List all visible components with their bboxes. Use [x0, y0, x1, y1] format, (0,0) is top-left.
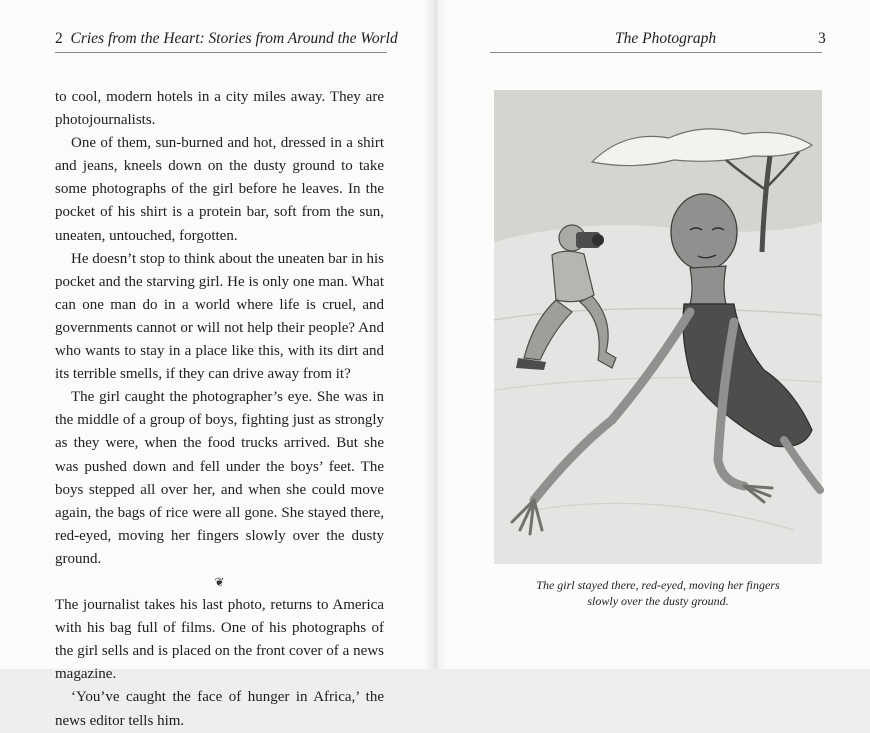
page-number-right: 3 — [818, 30, 826, 47]
illustration-drawing — [494, 90, 822, 564]
paragraph: ‘You’ve caught the face of hunger in Africa,’ the news editor tells him. — [55, 689, 384, 729]
book-gutter-shadow — [424, 0, 448, 669]
header-rule-left — [55, 52, 387, 53]
paragraph: to cool, modern hotels in a city miles away. They are photojournalists. — [55, 89, 384, 129]
body-text — [55, 86, 384, 733]
left-running-head — [55, 30, 398, 48]
book-title: Cries from the Heart: Stories from Around the World — [70, 30, 398, 47]
page-number-left: 2 — [55, 30, 63, 47]
paragraph: He doesn’t stop to think about the uneaten bar in his pocket and the starving girl. He is only one man. What can one man do in a world where life is cruel, and governments cannot or will not help their people? And who wants to stay in a place like this, with its dirt and its terrible smells, if they can drive away from it? — [55, 250, 385, 383]
left-page — [0, 0, 436, 729]
caption-line: slowly over the dusty ground. — [587, 594, 729, 608]
paragraph: One of them, sun-burned and hot, dressed in a shirt and jeans, kneels down on the dusty ground to take some photographs of the girl before he leaves. In the pocket of his shirt is a protein bar, soft from the sun, uneaten, untouched, forgotten. — [55, 135, 384, 244]
header-rule-right — [490, 52, 822, 53]
section-break-ornament: ❦ — [214, 574, 225, 589]
caption-line: The girl stayed there, red-eyed, moving her fingers — [536, 578, 780, 592]
paragraph: The girl caught the photographer’s eye. She was in the middle of a group of boys, fighting just as strongly as they were, when the food trucks arrived. But she was pushed down and fell under the boys’ feet. The boys stepped all over her, and when she could move again, the bags of rice were all gone. She stayed there, red-eyed, moving her fingers slowly over the dusty ground. — [55, 389, 384, 567]
illustration — [494, 90, 822, 564]
chapter-title: The Photograph — [615, 30, 717, 47]
paragraph: The journalist takes his last photo, returns to America with his bag full of films. One of his photographs of the girl sells and is placed on the front cover of a news magazine. — [55, 597, 384, 683]
illustration-caption — [494, 577, 822, 609]
